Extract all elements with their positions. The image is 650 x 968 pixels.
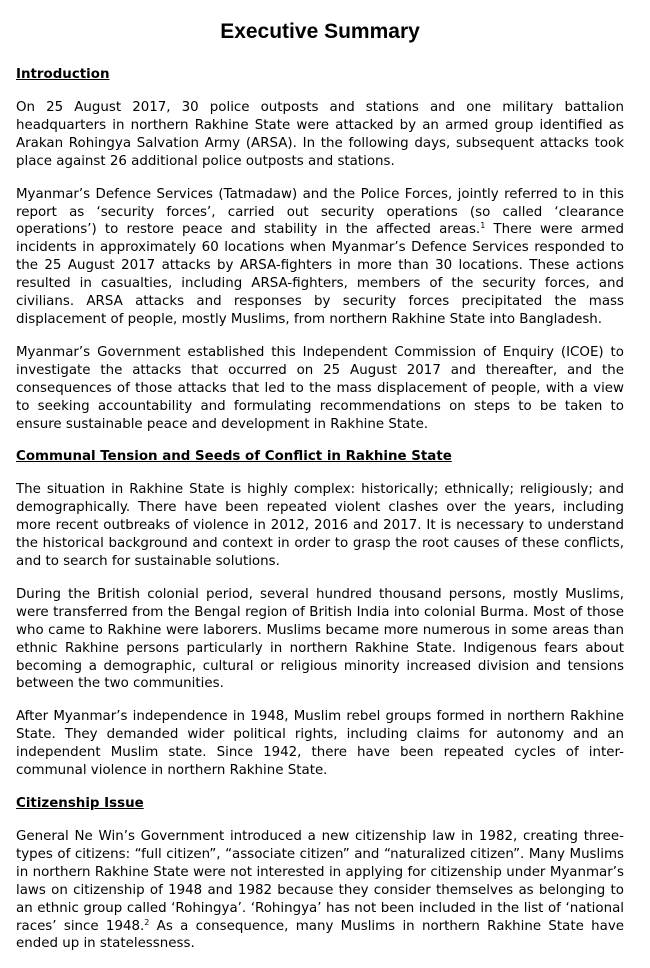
paragraph-text: Myanmar’s Defence Services (Tatmadaw) and the Police Forces, jointly referred to in this report as ‘security forces’, carried out security operations (so called ‘clearance operations’) to restore peace and stability in the affected areas.: [16, 186, 624, 238]
paragraph: Myanmar’s Government established this Independent Commission of Enquiry (ICOE) to investigate the attacks that occurred on 25 August 2017 and thereafter, and the consequences of those attacks that led to the mass displacement of people, with a view to seeking accountability and formulating recommendations on steps to be taken to ensure sustainable peace and development in Rakhine State.: [16, 344, 624, 432]
section-heading: Introduction: [16, 67, 110, 82]
section-heading: Citizenship Issue: [16, 796, 144, 811]
paragraph: The situation in Rakhine State is highly complex: historically; ethnically; religiously; and demographically. There have been repeated violent clashes over the years, including more recent outbreaks of violence in 2012, 2016 and 2017. It is necessary to understand the historical background and context in order to grasp the root causes of these conflicts, and to search for sustainable solutions.: [16, 482, 624, 570]
paragraph: On 25 August 2017, 30 police outposts and stations and one military battalion headquarters in northern Rakhine State were attacked by an armed group identified as Arakan Rohingya Salvation Army (ARSA). In the following days, subsequent attacks took place against 26 additional police outposts and stations.: [16, 100, 624, 169]
document-page: [16, 18, 624, 968]
section-heading: Communal Tension and Seeds of Conflict in Rakhine State: [16, 449, 452, 465]
paragraph: After Myanmar’s independence in 1948, Muslim rebel groups formed in northern Rakhine State. They demanded wider political rights, including claims for autonomy and an independent Muslim state. Since 1942, there have been repeated cycles of inter-communal violence in northern Rakhine State.: [16, 709, 624, 779]
paragraph-text: General Ne Win’s Government introduced a new citizenship law in 1982, creating three-types of citizens: “full citizen”, “associate citizen” and “naturalized citizen”. Many Muslims in northern Rakhine State were not interested in applying for citizenship under Myanmar’s laws on citizenship of 1948 and 1982 because they consider themselves as belonging to an ethnic group called ‘Rohingya’. ‘Rohingya’ has not been included in the list of ‘national races’ since 1948.: [16, 829, 624, 934]
section-citizenship-issue: [16, 795, 624, 953]
footnote-marker: 1: [480, 221, 486, 231]
paragraph-text: As a consequence, many Muslims in northern Rakhine State have ended up in statelessness.: [16, 918, 624, 952]
footnote-marker: 2: [144, 917, 150, 927]
section-introduction: [16, 66, 624, 433]
paragraph: During the British colonial period, several hundred thousand persons, mostly Muslims, were transferred from the Bengal region of British India into colonial Burma. Most of those who came to Rakhine were laborers. Muslims became more numerous in some areas than ethnic Rakhine persons particularly in northern Rakhine State. Indigenous fears about becoming a demographic, cultural or religious minority increased division and tensions between the two communities.: [16, 586, 624, 692]
section-communal-tension: [16, 448, 624, 780]
paragraph: [16, 828, 624, 953]
page-title: Executive Summary: [220, 20, 420, 43]
paragraph: [16, 186, 624, 329]
paragraph-text: There were armed incidents in approximately 60 locations when Myanmar’s Defence Services responded to the 25 August 2017 attacks by ARSA-fighters in more than 30 locations. These actions resulted in casualties, including ARSA-fighters, members of the security forces, and civilians. ARSA attacks and responses by security forces precipitated the mass displacement of people, mostly Muslims, from northern Rakhine State into Bangladesh.: [16, 222, 624, 327]
